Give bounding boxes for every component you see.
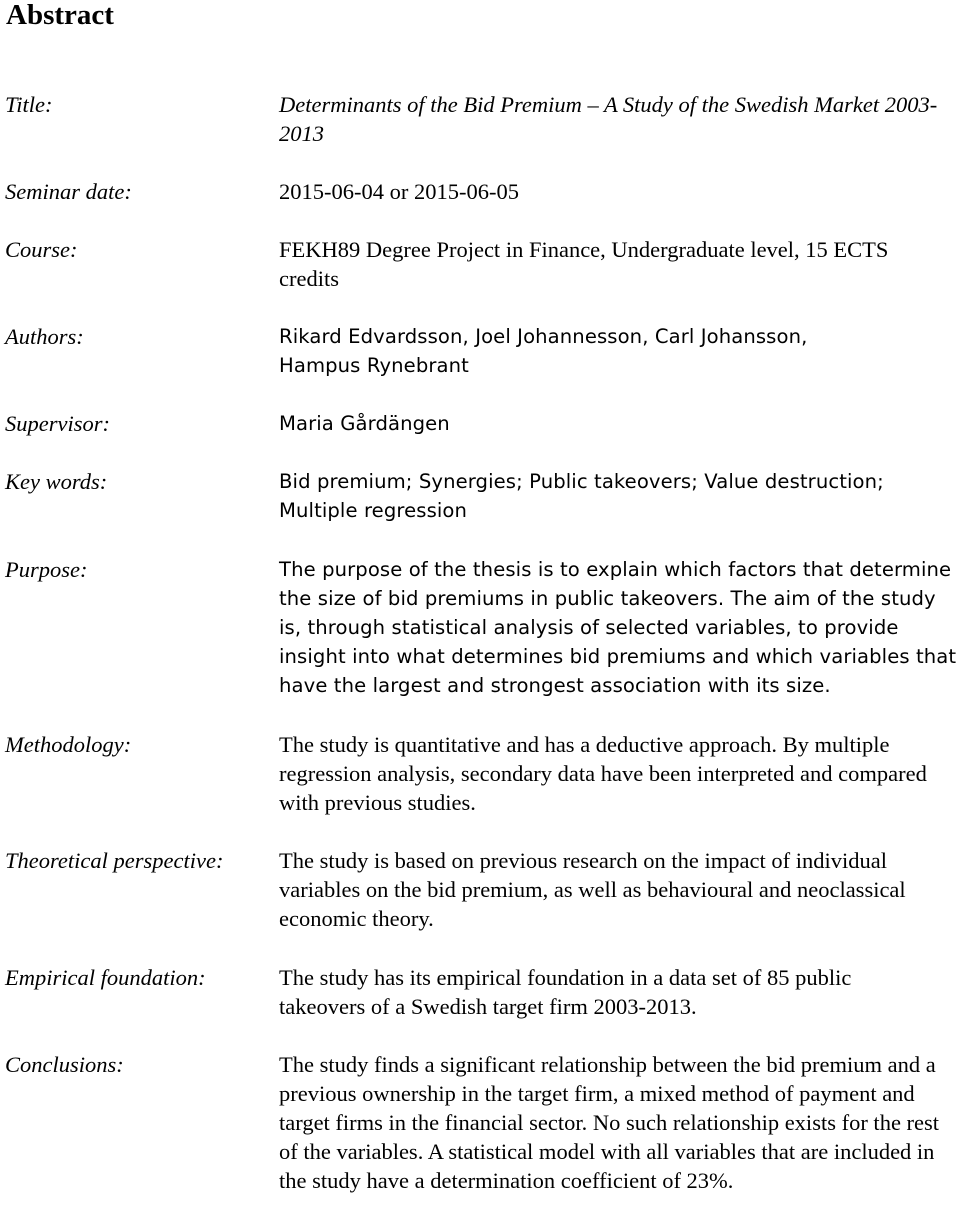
- field-label-conclusions: Conclusions:: [5, 1052, 124, 1077]
- field-value-authors: Rikard Edvardsson, Joel Johannesson, Carl Johansson, Hampus Rynebrant: [279, 325, 808, 377]
- field-label-authors: Authors:: [5, 324, 84, 349]
- field-value-theoretical-perspective: The study is based on previous research on the impact of individual variables on the bid premium, as well as behavioural and neoclassical economic theory.: [279, 848, 906, 931]
- field-label-purpose: Purpose:: [5, 557, 88, 582]
- field-value-supervisor: Maria Gårdängen: [279, 412, 450, 435]
- page-title: Abstract: [6, 0, 114, 31]
- field-value-methodology: The study is quantitative and has a deductive approach. By multiple regression analysis, secondary data have been interpreted and compared with previous studies.: [279, 732, 927, 815]
- field-value-conclusions: The study finds a significant relationship between the bid premium and a previous ownership in the target firm, a mixed method of payment and target firms in the financial sector. No such relationship exists for the rest of the variables. A statistical model with all variables that are included in the study have a determination coefficient of 23%.: [279, 1052, 940, 1193]
- field-label-theoretical-perspective: Theoretical perspective:: [5, 848, 224, 873]
- field-value-empirical-foundation: The study has its empirical foundation in a data set of 85 public takeovers of a Swedish target firm 2003-2013.: [279, 965, 852, 1019]
- field-value-purpose: The purpose of the thesis is to explain which factors that determine the size of bid premiums in public takeovers. The aim of the study is, through statistical analysis of selected variables, to provide insight into what determines bid premiums and which variables that have the largest and strongest association with its size.: [279, 558, 957, 697]
- field-value-course: FEKH89 Degree Project in Finance, Undergraduate level, 15 ECTS credits: [279, 237, 889, 291]
- field-label-methodology: Methodology:: [5, 732, 132, 757]
- field-value-seminar-date: 2015-06-04 or 2015-06-05: [279, 179, 519, 204]
- field-label-title: Title:: [5, 92, 53, 117]
- field-label-seminar-date: Seminar date:: [5, 179, 132, 204]
- field-label-empirical-foundation: Empirical foundation:: [5, 965, 206, 990]
- field-label-course: Course:: [5, 237, 78, 262]
- field-value-key-words: Bid premium; Synergies; Public takeovers; Value destruction; Multiple regression: [279, 470, 884, 522]
- field-label-key-words: Key words:: [5, 469, 108, 494]
- field-label-supervisor: Supervisor:: [5, 411, 110, 436]
- field-value-title: Determinants of the Bid Premium – A Study of the Swedish Market 2003-2013: [279, 92, 938, 146]
